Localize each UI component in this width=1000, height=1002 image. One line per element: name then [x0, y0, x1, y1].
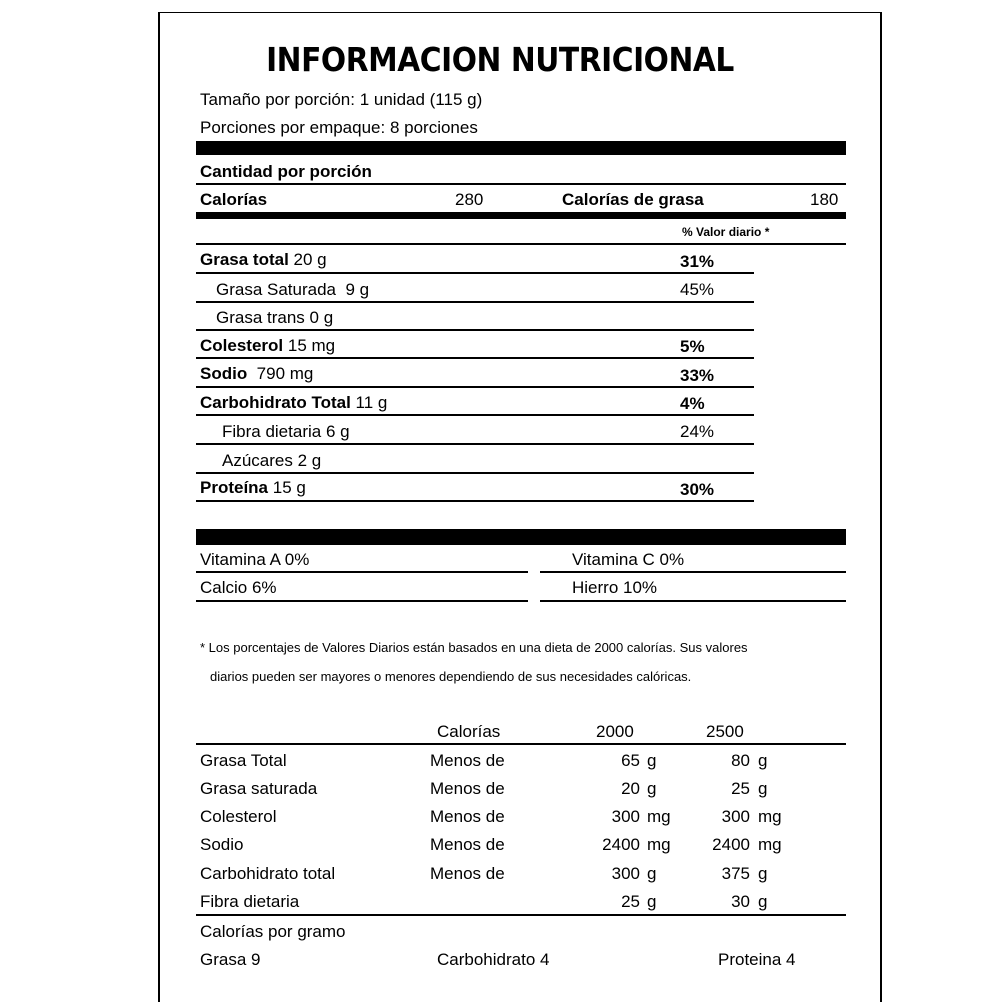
medium-divider [196, 212, 846, 219]
vitamin-c: Vitamina C 0% [572, 550, 685, 569]
calories-label: Calorías [200, 190, 268, 209]
nutrient-amount: 15 mg [287, 336, 336, 355]
ref-header-2500: 2500 [706, 722, 744, 741]
ref-qualifier: Menos de [430, 864, 505, 883]
divider [540, 571, 846, 573]
ref-name: Grasa saturada [200, 779, 318, 798]
footnote-line-1: * Los porcentajes de Valores Diarios están basados en una dieta de 2000 calorías. Sus valores [200, 640, 748, 655]
nutrient-dv: 31% [680, 252, 715, 271]
ref-value-2500: 300 [721, 807, 750, 826]
ref-qualifier: Menos de [430, 835, 505, 854]
ref-unit-2000: g [647, 892, 657, 911]
divider [196, 500, 754, 502]
calories-per-gram-carb: Carbohidrato 4 [437, 950, 550, 969]
ref-unit-2500: g [758, 892, 768, 911]
divider [196, 386, 754, 388]
ref-unit-2500: mg [758, 835, 782, 854]
nutrient-name: Carbohidrato Total [200, 393, 351, 412]
ref-unit-2500: g [758, 779, 768, 798]
thick-divider [196, 529, 846, 545]
ref-qualifier: Menos de [430, 751, 505, 770]
ref-unit-2500: g [758, 751, 768, 770]
divider [196, 183, 846, 185]
ref-header-2000: 2000 [596, 722, 634, 741]
divider [196, 272, 754, 274]
iron: Hierro 10% [572, 578, 658, 597]
nutrient-dv: 24% [680, 422, 715, 441]
nutrient-name: Grasa trans [216, 308, 305, 327]
nutrient-amount: 20 g [293, 250, 327, 269]
ref-qualifier: Menos de [430, 807, 505, 826]
nutrient-name: Grasa Saturada [216, 280, 337, 299]
calories-value: 280 [455, 190, 484, 209]
nutrient-amount: 15 g [272, 478, 306, 497]
divider [196, 357, 754, 359]
divider [196, 329, 754, 331]
ref-value-2000: 300 [611, 864, 640, 883]
calcium: Calcio 6% [200, 578, 277, 597]
nutrient-name: Sodio [200, 364, 248, 383]
ref-unit-2000: g [647, 864, 657, 883]
ref-name: Grasa Total [200, 751, 287, 770]
ref-value-2500: 30 [731, 892, 750, 911]
vitamin-a: Vitamina A 0% [200, 550, 310, 569]
ref-value-2500: 2400 [712, 835, 750, 854]
nutrient-dv: 4% [680, 394, 705, 413]
ref-name: Colesterol [200, 807, 277, 826]
nutrient-amount: 0 g [309, 308, 334, 327]
nutrient-dv: 30% [680, 480, 715, 499]
divider [196, 743, 846, 745]
ref-name: Fibra dietaria [200, 892, 300, 911]
nutrient-dv: 33% [680, 366, 715, 385]
nutrient-name: Colesterol [200, 336, 284, 355]
ref-value-2500: 375 [721, 864, 750, 883]
nutrient-amount: 11 g [355, 393, 388, 412]
amount-per-serving: Cantidad por porción [200, 162, 372, 181]
divider [196, 443, 754, 445]
ref-qualifier: Menos de [430, 779, 505, 798]
serving-size: Tamaño por porción: 1 unidad (115 g) [200, 90, 483, 109]
calories-per-gram-protein: Proteina 4 [718, 950, 796, 969]
label-title: INFORMACION NUTRICIONAL [266, 40, 734, 79]
ref-value-2000: 2400 [602, 835, 640, 854]
dv-header: % Valor diario * [682, 225, 770, 239]
divider [196, 472, 754, 474]
divider [196, 600, 528, 602]
ref-unit-2000: g [647, 779, 657, 798]
ref-header-calories: Calorías [437, 722, 501, 741]
ref-unit-2000: g [647, 751, 657, 770]
nutrient-dv: 45% [680, 280, 715, 299]
fat-calories-value: 180 [810, 190, 839, 209]
nutrient-name: Fibra dietaria [222, 422, 322, 441]
ref-unit-2500: g [758, 864, 768, 883]
divider [196, 914, 846, 916]
ref-value-2000: 65 [621, 751, 640, 770]
ref-unit-2500: mg [758, 807, 782, 826]
nutrient-name: Grasa total [200, 250, 289, 269]
nutrient-amount: 6 g [325, 422, 350, 441]
ref-value-2000: 20 [621, 779, 640, 798]
nutrient-amount: 9 g [345, 280, 370, 299]
ref-name: Carbohidrato total [200, 864, 336, 883]
nutrient-name: Azúcares [222, 451, 293, 470]
divider [196, 414, 754, 416]
calories-per-gram-fat: Grasa 9 [200, 950, 261, 969]
ref-unit-2000: mg [647, 807, 671, 826]
footnote-line-2: diarios pueden ser mayores o menores dependiendo de sus necesidades calóricas. [210, 669, 692, 684]
divider [196, 301, 754, 303]
ref-value-2500: 80 [731, 751, 750, 770]
divider [540, 600, 846, 602]
calories-per-gram-label: Calorías por gramo [200, 922, 346, 941]
ref-name: Sodio [200, 835, 244, 854]
divider [196, 243, 846, 245]
servings-per-container: Porciones por empaque: 8 porciones [200, 118, 478, 137]
nutrient-dv: 5% [680, 337, 705, 356]
ref-value-2500: 25 [731, 779, 750, 798]
thick-divider [196, 141, 846, 155]
ref-value-2000: 300 [611, 807, 640, 826]
ref-unit-2000: mg [647, 835, 671, 854]
nutrient-name: Proteína [200, 478, 269, 497]
fat-calories-label: Calorías de grasa [562, 190, 704, 209]
nutrient-amount: 790 mg [256, 364, 314, 383]
ref-value-2000: 25 [621, 892, 640, 911]
divider [196, 571, 528, 573]
nutrient-amount: 2 g [297, 451, 322, 470]
